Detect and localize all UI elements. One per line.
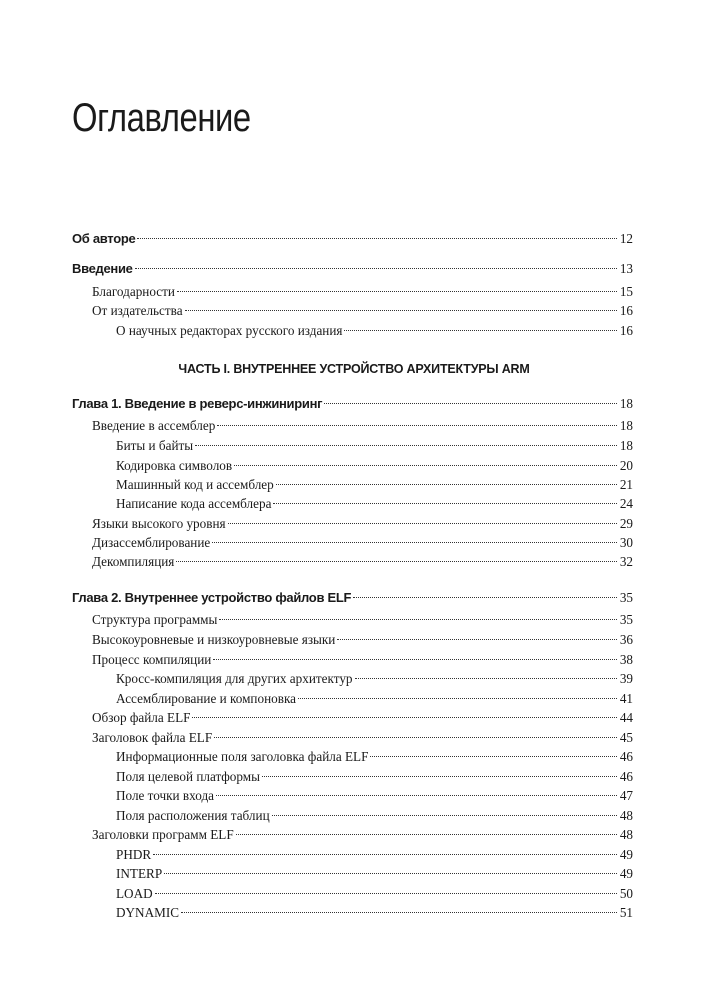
toc-entry[interactable] xyxy=(72,229,633,249)
toc-entry-label: Декомпиляция xyxy=(92,554,175,569)
dot-leader xyxy=(192,717,617,718)
toc-entry-page: 47 xyxy=(619,788,633,803)
toc-entry-label: Благодарности xyxy=(92,284,175,299)
toc-entry-label: Высокоуровневые и низкоуровневые языки xyxy=(92,632,336,647)
toc-entry-page: 16 xyxy=(619,323,633,338)
toc-entry-page: 49 xyxy=(619,847,633,862)
toc-entry[interactable] xyxy=(92,630,633,650)
dot-leader xyxy=(155,893,617,894)
dot-leader xyxy=(216,795,617,796)
toc-entry-page: 13 xyxy=(619,261,633,276)
toc-entry[interactable] xyxy=(72,259,633,279)
dot-leader xyxy=(337,639,617,640)
toc-entry[interactable] xyxy=(116,669,633,689)
dot-leader xyxy=(176,561,617,562)
toc-entry[interactable] xyxy=(92,514,633,534)
toc-entry-page: 50 xyxy=(619,886,633,901)
toc-entry[interactable] xyxy=(92,825,633,845)
toc-entry-label: Биты и байты xyxy=(116,438,194,453)
toc-entry[interactable] xyxy=(116,786,633,806)
toc-entry-page: 15 xyxy=(619,284,633,299)
toc-entry-page: 29 xyxy=(619,516,633,531)
toc-entry-page: 18 xyxy=(619,418,633,433)
toc-entry-page: 18 xyxy=(619,438,633,453)
toc-entry-label: Кросс-компиляция для других архитектур xyxy=(116,671,353,686)
toc-entry[interactable] xyxy=(116,494,633,514)
toc-entry-label: Процесс компиляции xyxy=(92,652,212,667)
toc-entry[interactable] xyxy=(92,728,633,748)
toc-entry-page: 36 xyxy=(619,632,633,647)
toc-entry-label: От издательства xyxy=(92,303,183,318)
dot-leader xyxy=(324,403,617,404)
dot-leader xyxy=(213,659,617,660)
toc-entry[interactable] xyxy=(116,767,633,787)
toc-entry[interactable] xyxy=(92,282,633,302)
toc-entry-page: 18 xyxy=(619,396,633,411)
toc-entry-page: 49 xyxy=(619,866,633,881)
toc-entry-page: 32 xyxy=(619,554,633,569)
toc-entry[interactable] xyxy=(116,689,633,709)
toc-entry-page: 38 xyxy=(619,652,633,667)
toc-entry-label: О научных редакторах русского издания xyxy=(116,323,343,338)
toc-entry[interactable] xyxy=(92,301,633,321)
toc-entry[interactable] xyxy=(116,747,633,767)
dot-leader xyxy=(272,815,617,816)
toc-entry-label: Дизассемблирование xyxy=(92,535,211,550)
toc-entry-page: 20 xyxy=(619,458,633,473)
dot-leader xyxy=(344,330,617,331)
toc-entry-label: Введение в ассемблер xyxy=(92,418,216,433)
dot-leader xyxy=(212,542,617,543)
toc-entry-page: 51 xyxy=(619,905,633,920)
toc-entry-label: Написание кода ассемблера xyxy=(116,496,272,511)
toc-entry-label: DYNAMIC xyxy=(116,905,180,920)
toc-entry[interactable] xyxy=(92,610,633,630)
toc-entry-label: Поле точки входа xyxy=(116,788,215,803)
toc-entry-label: Обзор файла ELF xyxy=(92,710,191,725)
toc-entry-label: Кодировка символов xyxy=(116,458,233,473)
toc-entry-page: 46 xyxy=(619,749,633,764)
dot-leader xyxy=(219,619,617,620)
toc-entry-label: Языки высокого уровня xyxy=(92,516,226,531)
toc-entry[interactable] xyxy=(92,650,633,670)
dot-leader xyxy=(228,523,617,524)
toc-entry[interactable] xyxy=(92,552,633,572)
toc-entry[interactable] xyxy=(92,416,633,436)
dot-leader xyxy=(153,854,617,855)
toc-entry-page: 45 xyxy=(619,730,633,745)
toc-entry-label: Глава 2. Внутреннее устройство файлов ELF xyxy=(72,590,352,605)
toc-entry-page: 48 xyxy=(619,827,633,842)
dot-leader xyxy=(355,678,617,679)
dot-leader xyxy=(370,756,617,757)
toc-entry-label: Об авторе xyxy=(72,231,136,246)
dot-leader xyxy=(214,737,617,738)
dot-leader xyxy=(273,503,617,504)
toc-entry-page: 16 xyxy=(619,303,633,318)
toc-entry[interactable] xyxy=(116,436,633,456)
dot-leader xyxy=(298,698,617,699)
toc-entry[interactable] xyxy=(116,321,633,341)
toc-entry-label: Заголовки программ ELF xyxy=(92,827,234,842)
toc-entry-page: 44 xyxy=(619,710,633,725)
toc-entry-label: PHDR xyxy=(116,847,152,862)
dot-leader xyxy=(236,834,617,835)
toc-entry[interactable] xyxy=(72,394,633,414)
toc-entry-page: 24 xyxy=(619,496,633,511)
dot-leader xyxy=(276,484,617,485)
toc-entry-label: Введение xyxy=(72,261,133,276)
toc-entry-page: 21 xyxy=(619,477,633,492)
dot-leader xyxy=(262,776,617,777)
toc-entry-page: 35 xyxy=(619,612,633,627)
page-title: Оглавление xyxy=(72,96,251,140)
toc-entry-label: Заголовок файла ELF xyxy=(92,730,213,745)
toc-entry[interactable] xyxy=(116,806,633,826)
toc-entry[interactable] xyxy=(116,845,633,865)
toc-entry-page: 39 xyxy=(619,671,633,686)
dot-leader xyxy=(217,425,617,426)
toc-entry-label: Ассемблирование и компоновка xyxy=(116,691,297,706)
dot-leader xyxy=(164,873,617,874)
toc-entry-page: 48 xyxy=(619,808,633,823)
dot-leader xyxy=(137,238,617,239)
toc-entry-page: 12 xyxy=(619,231,633,246)
toc-entry[interactable] xyxy=(92,533,633,553)
dot-leader xyxy=(135,268,617,269)
toc-entry-label: Машинный код и ассемблер xyxy=(116,477,274,492)
toc-entry[interactable] xyxy=(116,884,633,904)
toc-entry-label: Глава 1. Введение в реверс-инжиниринг xyxy=(72,396,323,411)
dot-leader xyxy=(234,465,617,466)
toc-entry[interactable] xyxy=(116,456,633,476)
toc-entry-label: Информационные поля заголовка файла ELF xyxy=(116,749,369,764)
toc-entry-page: 35 xyxy=(619,590,633,605)
dot-leader xyxy=(353,597,617,598)
toc-entry[interactable] xyxy=(116,903,633,923)
dot-leader xyxy=(185,310,617,311)
toc-entry[interactable] xyxy=(72,588,633,608)
toc-entry-label: Структура программы xyxy=(92,612,218,627)
dot-leader xyxy=(181,912,617,913)
toc-entry-label: LOAD xyxy=(116,886,153,901)
dot-leader xyxy=(177,291,617,292)
dot-leader xyxy=(195,445,617,446)
toc-entry-page: 46 xyxy=(619,769,633,784)
toc-entry-label: INTERP xyxy=(116,866,163,881)
toc-entry[interactable] xyxy=(116,864,633,884)
toc-entry[interactable] xyxy=(92,708,633,728)
toc-entry[interactable] xyxy=(116,475,633,495)
toc-entry-page: 41 xyxy=(619,691,633,706)
toc-entry-label: Поля целевой платформы xyxy=(116,769,260,784)
toc-entry-label: Поля расположения таблиц xyxy=(116,808,270,823)
toc-entry-page: 30 xyxy=(619,535,633,550)
part-heading: ЧАСТЬ I. ВНУТРЕННЕЕ УСТРОЙСТВО АРХИТЕКТУРЫ ARM xyxy=(178,362,530,376)
